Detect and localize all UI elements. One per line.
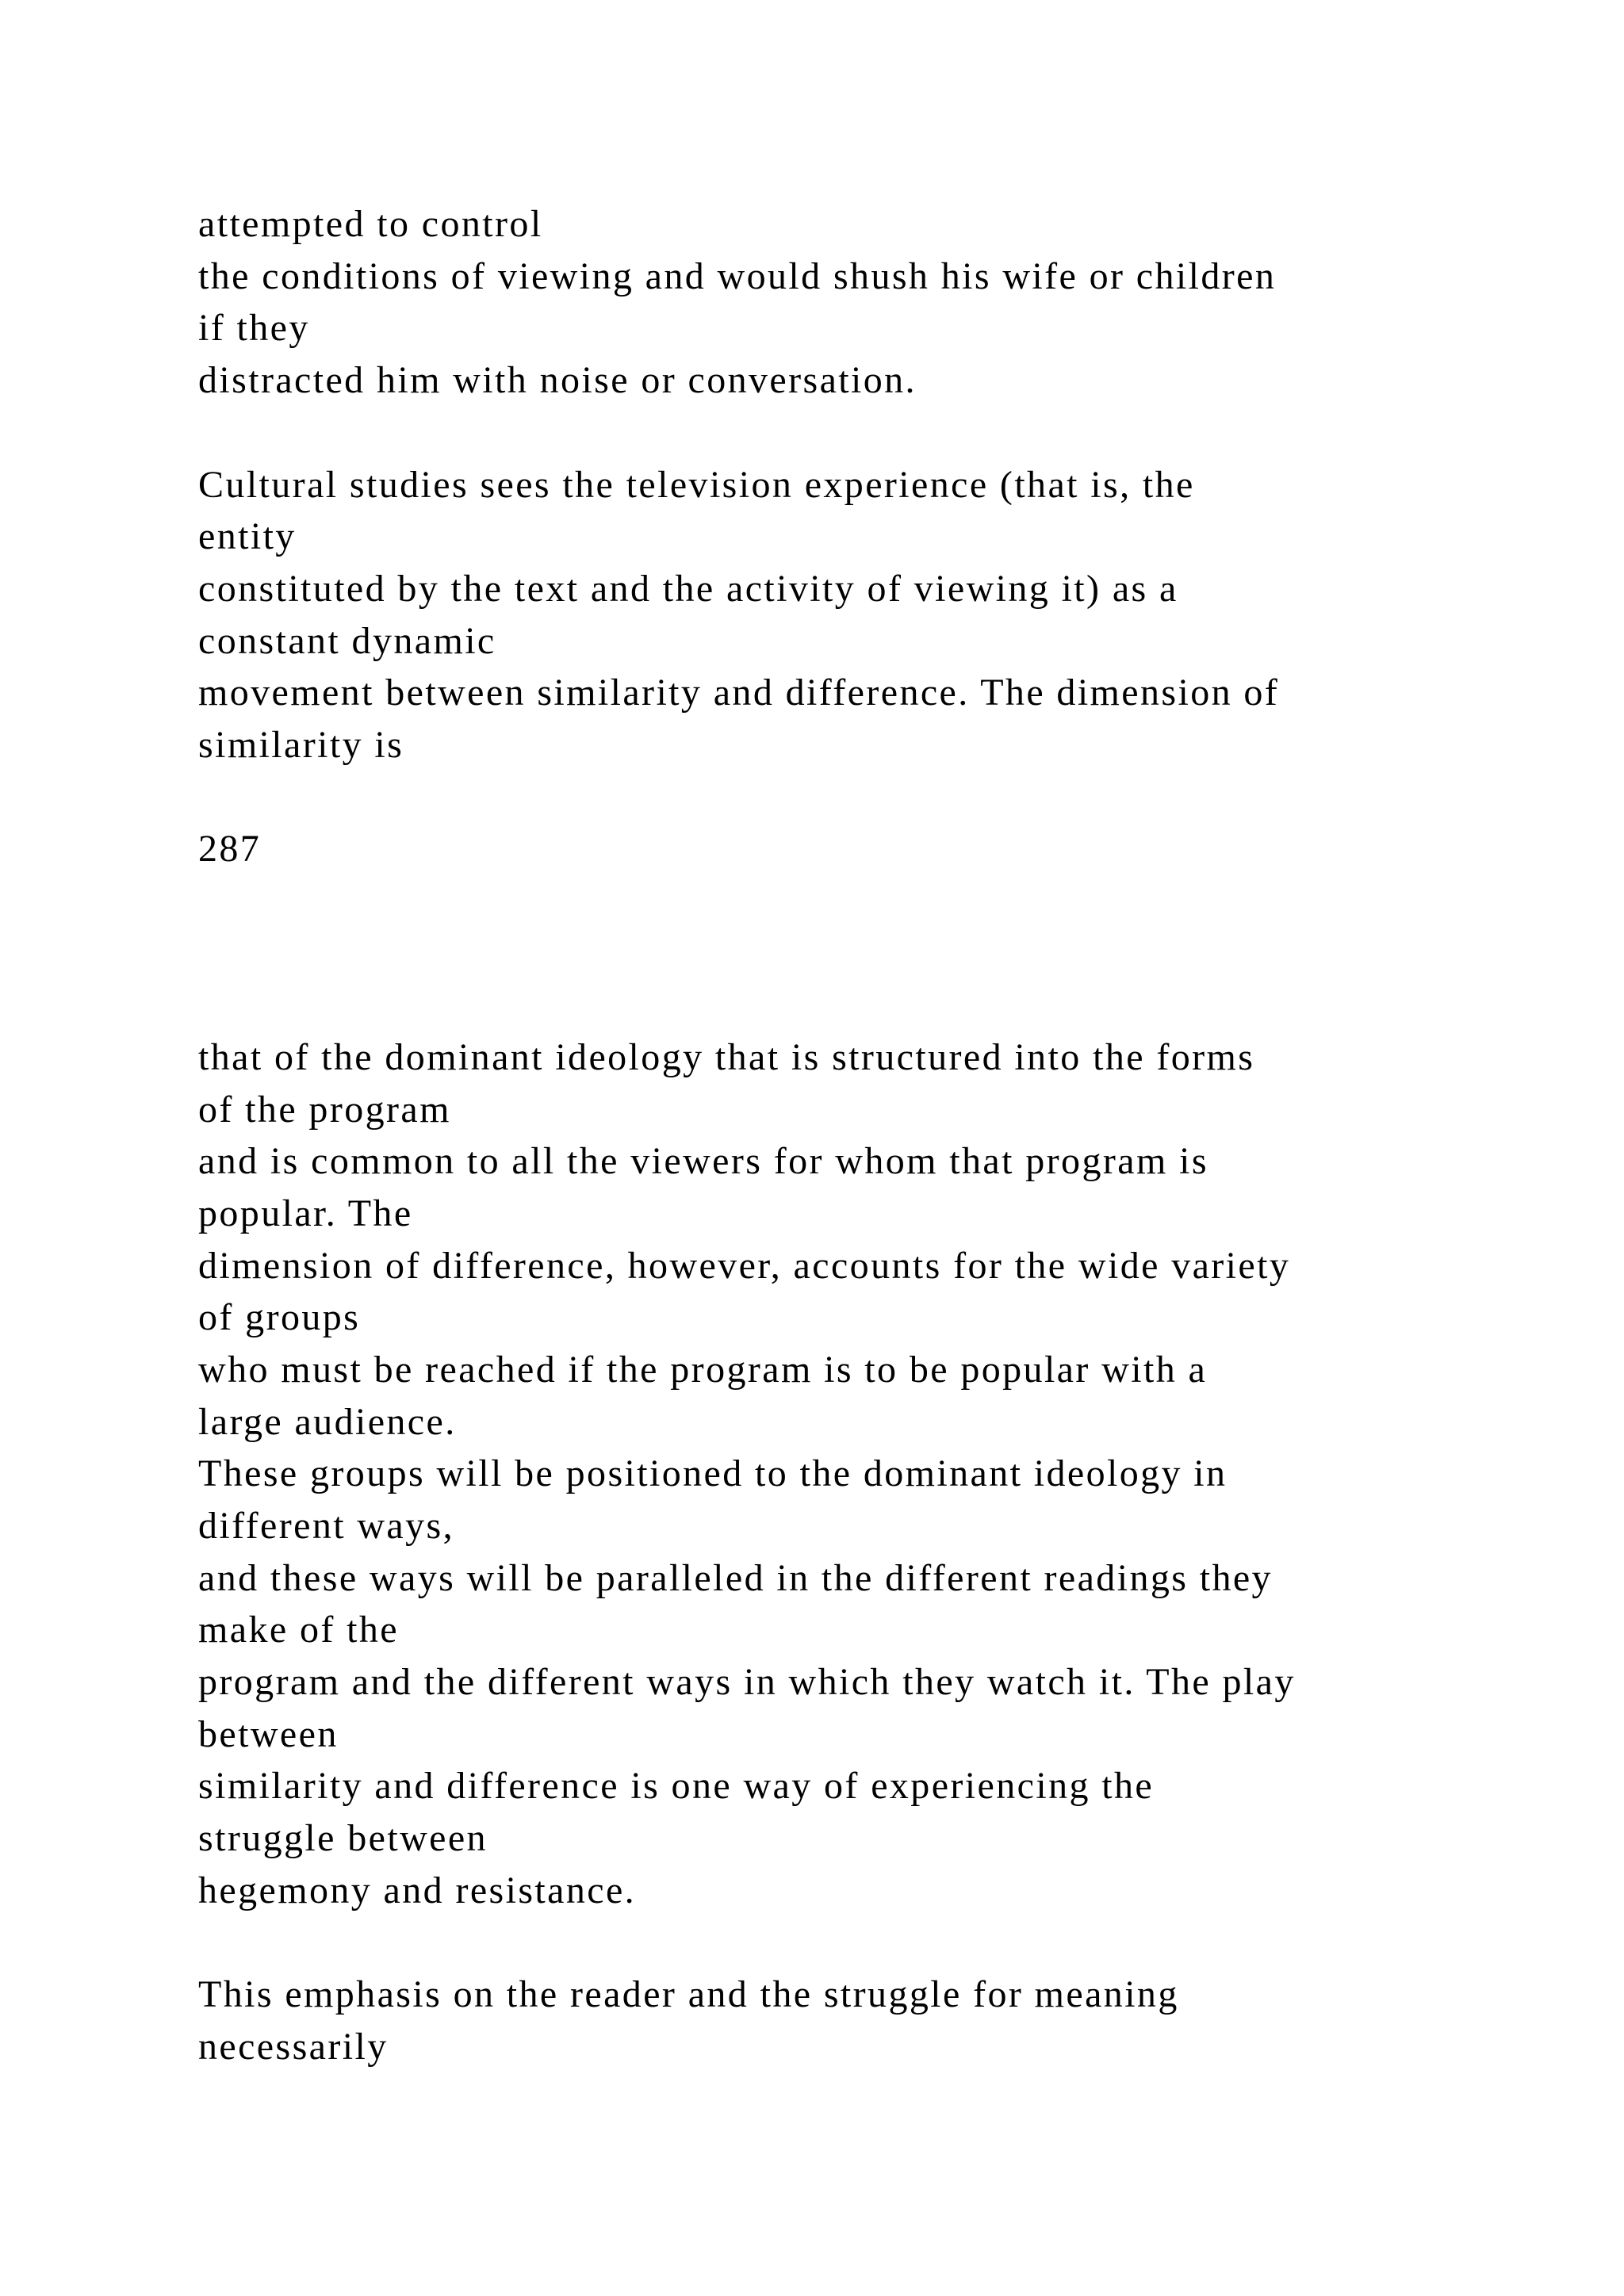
text-line: popular. The bbox=[198, 1192, 413, 1234]
text-line: make of the bbox=[198, 1609, 399, 1651]
page-number: 287 bbox=[198, 828, 262, 870]
text-line: attempted to control bbox=[198, 203, 543, 245]
text-line: Cultural studies sees the television experience (that is, the bbox=[198, 464, 1195, 506]
text-line: movement between similarity and difference. The dimension of bbox=[198, 672, 1280, 714]
text-line: These groups will be positioned to the dominant ideology in bbox=[198, 1452, 1228, 1494]
text-line: dimension of difference, however, accounts for the wide variety bbox=[198, 1245, 1291, 1287]
text-line: hegemony and resistance. bbox=[198, 1869, 637, 1911]
text-line: different ways, bbox=[198, 1505, 455, 1547]
text-line: program and the different ways in which they watch it. The play bbox=[198, 1661, 1296, 1703]
text-line: the conditions of viewing and would shush his wife or children bbox=[198, 255, 1277, 297]
text-line: large audience. bbox=[198, 1401, 457, 1443]
text-line: and is common to all the viewers for whom that program is bbox=[198, 1140, 1208, 1182]
text-line: similarity is bbox=[198, 724, 404, 766]
text-line: entity bbox=[198, 515, 297, 557]
text-line: constituted by the text and the activity of viewing it) as a bbox=[198, 568, 1178, 610]
text-line: who must be reached if the program is to be popular with a bbox=[198, 1349, 1208, 1391]
text-line: struggle between bbox=[198, 1817, 488, 1859]
text-line: similarity and difference is one way of experiencing the bbox=[198, 1765, 1155, 1807]
text-line: necessarily bbox=[198, 2026, 389, 2068]
text-line: distracted him with noise or conversation. bbox=[198, 359, 917, 401]
text-line: of the program bbox=[198, 1089, 451, 1131]
text-line: constant dynamic bbox=[198, 620, 496, 662]
text-line: and these ways will be paralleled in the different readings they bbox=[198, 1557, 1273, 1599]
text-line: between bbox=[198, 1713, 339, 1755]
text-line: if they bbox=[198, 307, 310, 349]
text-line: of groups bbox=[198, 1296, 361, 1338]
text-line: that of the dominant ideology that is structured into the forms bbox=[198, 1036, 1255, 1078]
text-line: This emphasis on the reader and the struggle for meaning bbox=[198, 1973, 1179, 2015]
